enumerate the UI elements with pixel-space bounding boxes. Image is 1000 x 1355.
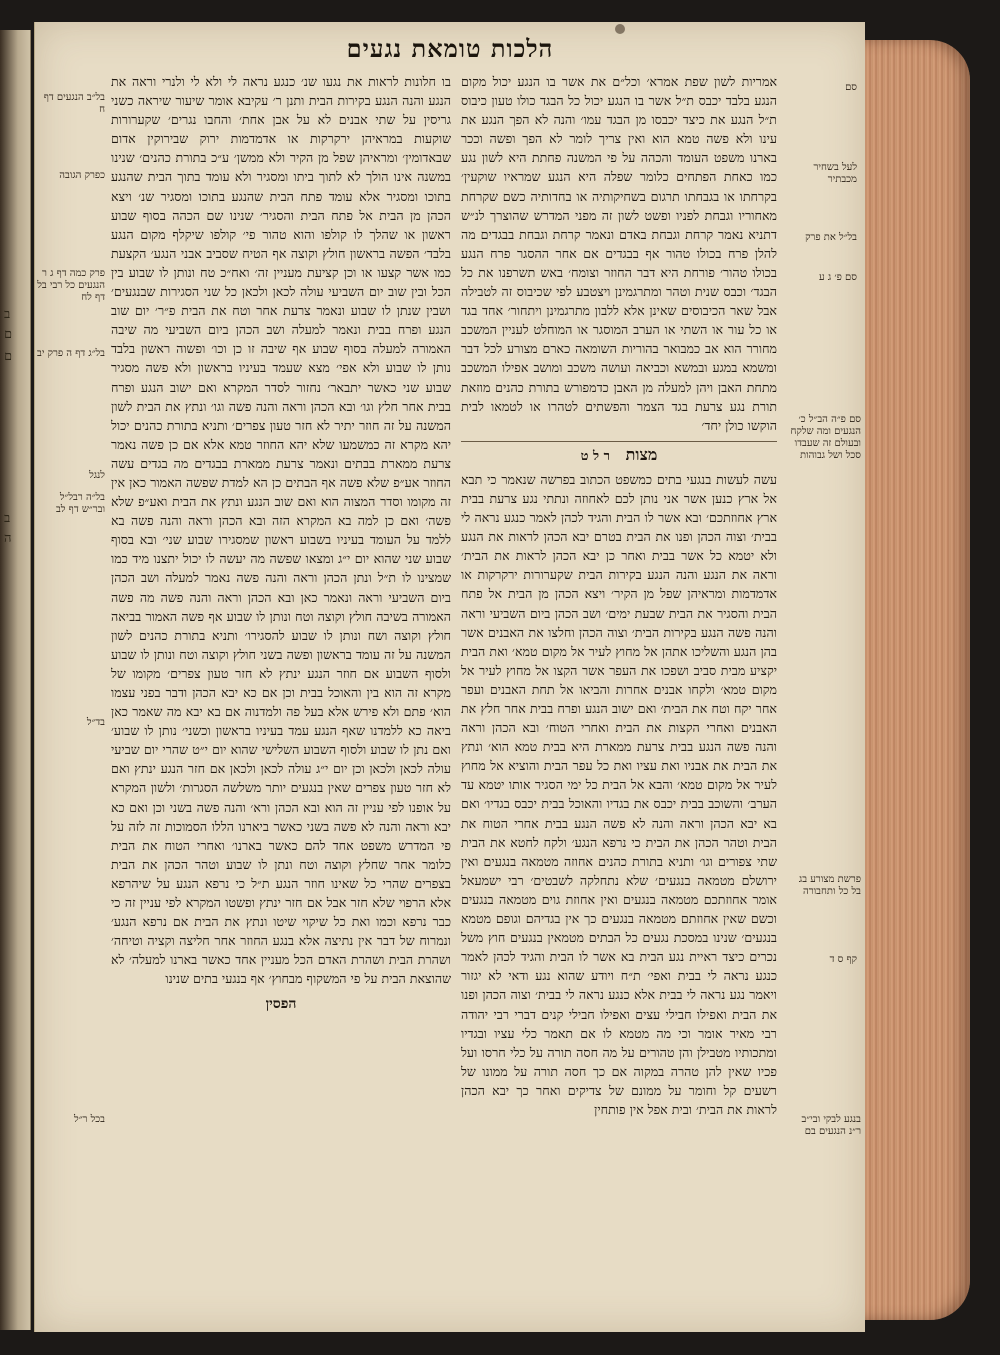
book-fore-edge	[860, 40, 970, 1320]
ink-stain	[615, 24, 625, 34]
margin-gloss: בל״ה רבל״ל ובר״ש דף לב	[55, 492, 105, 515]
margin-gloss: סם פ׳ ג ע	[819, 272, 857, 283]
margin-gloss: כפרק הגובה	[59, 170, 105, 181]
margin-gloss: קף ס ד	[829, 954, 857, 965]
right-text-column	[461, 72, 777, 1162]
margin-gloss: לנגל	[89, 470, 105, 481]
running-header: הלכות טומאת נגעים	[346, 34, 554, 63]
edge-mark: ה	[4, 531, 12, 546]
section-heading-text: מצות	[625, 444, 658, 464]
margin-gloss: בל״ל את פרק	[805, 232, 857, 243]
column-catchword: הפסין	[265, 995, 297, 1012]
margin-gloss: סם פ״ה הב״ל כ׳ הנגעים ומה שלקח ובעולם זה שעבדו סכל ושל גבוהות	[790, 414, 861, 461]
margin-gloss: בכל ר״ל	[74, 1114, 105, 1125]
previous-page-edge	[0, 30, 31, 1330]
left-text-column	[111, 72, 451, 1307]
margin-gloss: בד״ל	[86, 717, 105, 728]
section-heading	[461, 441, 777, 466]
right-column-paragraph: אמריות לשון שפת אמרא׳ וכל״ם את אשר בו הנגע יכול מקום הנגע בלבד יכבס ת״ל אשר בו הנגע יכול כל הבגד כולו טעון כיבוס ת״ל הנגע את כיצד יכבסו מן הבגד עמו׳ והנה לא הפך הנגע את עינו ולא פשה טמא הוא ואין צריך לומר לא הפך ופשה וככר בארנו משפט העומד והכהה על פי המשנה פחתת היא לשון נגע כמו כאחת הפתחים כלומר שפלה היא הנגע שמראיו שוקעין׳ בקרחתו או בגבחתו תרגום בשחיקותיה או בחדותיה כשם שקרחת מאחוריו וגבחת לפניו ופשט לשון זה מפני המדרש שהוצרך לנ״ש דתניא נאמר קרחת וגבחת באדם ונאמר קרחת וגבחת בבגדים מה להלן פרח בכולו טהור אף בבגדים אם אחר ההסגר פרח הנגע בכולו טהור׳ פורחת היא דבר החוזר וצומח׳ באש תשרפנו את כל הבגד׳ וכבס שנית וטהר ומתרגמינן ויצטבע לפי שכיבוס זה לטבילה אבל שאר הכיבוסים שאינן אלא ללבון מתרגמינן ויתחור׳ אחד בגד או כל עור או השתי או הערב המוסגר או המוחלט לעניין המשכב מחורר הוא אב כמבואר בהוריות השומאה כארם מצורע לכל דבר ומשמא במגע ובמשא וכביאה ועושה משכב ומושב אפילו המשכב מתחת האבן ויהן למעלה מן האבן כדמפורש בתורת כהנים מוזאת תורת נגע צרעת בגד הצמר והפשתים לטהרו או לטמאו לבית הוקשו כולן יחד׳	[461, 74, 777, 433]
margin-gloss: פרק כמה דף ג ר הנגעים כל רבי בל דף לח	[37, 268, 105, 303]
book-page	[34, 22, 865, 1332]
edge-mark: ב	[4, 511, 11, 526]
margin-gloss: סם	[845, 82, 857, 93]
margin-gloss: בל״ב הנגעים דף ח	[43, 92, 105, 115]
margin-gloss: בל״ג דף ה פרק יב	[37, 348, 105, 359]
margin-gloss: בנגע לבקי ובי״ב ר״נ הנגעים בם	[801, 1114, 861, 1137]
left-column-paragraph: בו חלונות לראות את נגעו שנ׳ כנגע נראה לי ולא לי ולנרי וראה את הנגע והנה הנגע בקירות הבית ותנן ר׳ עקיבא אומר שיעור שיראה כשני גריסין על שתי אבנים לא על אבן אחת׳ והחבו נגרים׳ שקערורות שוקעות במראיהן ירקרקות או אדמדמות ירוק שבירוקין אדום שבאדומין׳ ומראיהן שפל מן הקיר ולא ממשן׳ ע״כ בתורת כהנים׳ שנינו במשנה אינו הולך לא לתוך ביתו ומסגיר ולא עומד בתוך הבית שהנגע בתוכו ומסגיר אלא עומד פתח הבית שהנגע בתוכו ומסגיר שנ׳ ויצא הכהן מן הבית אל פתח הבית והסגיר׳ שנינו שם הכהה בסוף שבוע ראשון או שהלך לו קולפו והוא טהור פי׳ קולפו שיקלף מקום הנגע בלבד׳ הפשה בראשון חולץ וקוצה אף הטיח שסביב אבני הנגע׳ הקצעת כמו אשר קצעו או וכן קציעת מעניין זה׳ ואח״כ טח ונותן לו שבוע בין הכל ובין שוב יום השביעי עולה לכאן ולכאן כל שני הסגירות שבנגעים׳ ושבין שנתן לו שבוע ונאמר צרעת אחר וטח את הבית פ״ר׳ יום שוב הנגע ופרח בבית ונאמר למעלה ושב הכהן ביום השביעי מה שיבה האמורה למעלה בסוף שבוע אף שיבה זו כן וכו׳ ופשוה ראשון בלבד נותן לו שבוע ולא אפי׳ מצא שעמד בעיניו בראשון ולא פשה מסגיר שבוע שני כאשר יתבאר׳ נחזור לסדר המקרא ואם ישוב הנגע ופרח בבית אחר חלץ וגו׳ ובא הכהן וראה והנה פשה וגו׳ ונתץ את הבית לשון המשנה על זה חוזר יתיר לא חזר טעון צפרים׳ ותניא בתורת כהנים יכול יהא מקרא זה כמשמעו שלא יהא החוזר טמא אלא אם כן פשה נאמר צרעת ממארת בבתים ונאמר צרעת ממארת בבגדים מה בגדים עשה החוזר אע״פ שלא פשה אף הבתים כן הא למדת שפשה האמור כאן אין זה מקומו וסדר המצוה הוא ואם שוב הנגע ונתץ את הבית ואע״פ שלא פשה׳ ואם כן למה בא המקרא הזה ובא הכהן וראה והנה פשה בא ללמד על העומד בעיניו בשבוע ראשון שמסגירו שבוע שני׳ ובא בסוף שבוע שני שהוא יום י״ג ומצאו שפשה מה יעשה לו יכול יתצנו מיד כמו שמצינו לו ת״ל ונתן הכהן וראה והנה פשה נאמר למעלה ושב הכהן ביום השביעי וראה ונאמר כאן ובא הכהן וראה והנה פשה מה פשה האמורה בשיבה חולץ וקוצה וטח ונותן לו שבוע אף פשה האמור בביאה חולץ וקוצה ושח ונותן לו שבוע להסגירו׳ ותניא בתורת כהנים לשון המשנה על זה עומד בראשון ופשה בשני חולץ וקוצה וטח ונותן לו שבוע ולסוף השבוע אם חוזר הנגע ינתץ לא חזר טעון צפרים׳ מקומו של מקרא זה הוא בין והאוכל בבית וכן אם כא יבא הכהן ודבר בפני עצמו הוא׳ פתם ולא פירש אלא בעל פה ולמדנוה אם בא יבא מה שאמר כאן ביאה כא ללמדנו שאף הנגע עמד בעיניו בראשון וכשני׳ נותן לו שבוע׳ ואם נתן לו שבוע ולסוף השבוע השלישי שהוא יום י״ט שהרי יום שביעי עולה לכאן ולכאן וכן יום י״ג עולה לכאן ולכאן אם חזר הנגע ינתץ ואם לא חזר טעון צפרים שאין בנגעים יותר משלשה הסגרות׳ ולשון המקרא על אופנו לפי עניין זה הוא ובא הכהן ורא׳ והנה פשה בשני וכן ואם כא יבא וראה והנה לא פשה בשני כאשר ביארנו הללו הסמוכות זה לזה על פי המדרש משפט אחד להם כאשר בארנו׳ ואחרי הטוח את הבית כלומר אחר שחלץ וקוצה וטח ונתן לו שבוע וטהר הכהן את הבית בצפרים שהרי כל שאינו חוזר הנגע ת״ל כי נרפא הנגע על שיהרפא אלא הרפוי שלא חזר אבל אם חזר ינתץ ופשטו המקרא לפי עניין זה כי כבר נרפא וכמו ואת כל שיקוי שיטו ונתץ את הבית אם נרפא הנגע׳ ונמרוח של דבר אין נתיצה אלא בנגע החוזר אחר חליצה וקציה וטיחה׳ ושהרת הבית ושהרת האדם הכל מעניין אחד כאשר בארנו למעלה׳ לא שהוצאת הבית על פי המשקוף מבחוץ׳ אף בנגעי בתים שנינו	[111, 74, 451, 987]
margin-gloss: לעל בשחיר מכבתיר	[813, 162, 857, 185]
right-column-paragraph: עשה לעשות בנגעי בתים כמשפט הכתוב בפרשה שנאמר כי תבא אל ארץ כנען אשר אני נותן לכם לאחוזה ונתתי נגע צרעת בבית ארץ אחוזתכם׳ ובא אשר לו הבית והגיד לכהן לאמר כנגע נראה לי בבית׳ וצוה הכהן ופנו את הבית בטרם יבא הכהן לראות את הנגע ולא יטמא כל אשר בבית ואחר כן יבא הכהן לראות את הבית׳ וראה את הנגע והנה הנגע בקירות הבית שקערורות ירקרקות או אדמדמות ומראיהן שפל מן הקיר׳ ויצא הכהן מן הבית אל פתח הבית והסגיר את הבית שבעת ימים׳ ושב הכהן ביום השביעי וראה והנה פשה הנגע בקירות הבית׳ וצוה הכהן וחלצו את האבנים אשר בהן הנגע והשליכו אתהן אל מחוץ לעיר אל מקום טמא׳ ואת הבית יקציע מבית סביב ושפכו את העפר אשר הקצו אל מחוץ לעיר אל מקום טמא׳ ולקחו אבנים אחרות והביאו אל תחת האבנים ועפר אחר יקח וטח את הבית׳ ואם ישוב הנגע ופרח בבית אחר חלץ את האבנים ואחרי הקצות את הבית ואחרי הטוח׳ ובא הכהן וראה והנה פשה הנגע בבית צרעת ממארת היא בבית טמא הוא׳ ונתץ את הבית את אבניו ואת עציו ואת כל עפר הבית והוציא אל מחוץ לעיר אל מקום טמא׳ והבא אל הבית כל ימי הסגיר אותו יטמא עד הערב׳ והשוכב בבית יכבס את בגדיו והאוכל בבית יכבס בגדיו׳ ואם בא יבא הכהן וראה והנה לא פשה הנגע בבית אחרי הטוח את הבית וטהר הכהן את הבית כי נרפא הנגע׳ ולקח לחטא את הבית שתי צפורים וגו׳ ותניא בתורת כהנים אחוזה מטמאה בנגעים ואין ירושלם מטמאה בנגעים׳ שלא נתחלקה לשבטים׳ רבי ישמעאל אומר אחוזתכם מטמאה בנגעים ואין אחוזת גוים מטמאה בנגעים וכשם שאין אחוזתם מטמאה בנגעים כך אין בגדיהם וגופם מטמא בנגעים׳ שנינו במסכת נגעים כל הבתים מטמאין בנגעים חוץ משל נכרים כיצד ראיית נגע הבית בא אשר לו הבית והגיד לכהן לאמר כנגע נראה לי בבית ואפי׳ ת״ח ויודע שהוא נגע ודאי לא יגזור ויאמר נגע נראה לי בבית אלא כנגע נראה לי בבית׳ וצוה הכהן ופנו את הבית ואפילו חבילי עצים ואפילו חבילי קנים דברי רבי יהודה רבי מאיר אומר וכי מה מטמא לו אם תאמר כלי עציו ובגדיו ומתכותיו מטבילן והן טהורים על מה חסה תורה על כלי חרסו ועל פכיו שאין להן טהרה במקוה אם כך חסה תורה על ממונו של רשעים קל וחומר על ממונם של צדיקים ואחר כך יבא הכהן לראות את הבית׳ ובית אפל אין פותחין	[461, 471, 777, 1117]
edge-mark: ב	[4, 307, 11, 322]
section-heading-number: ר ל ט	[580, 448, 611, 464]
edge-mark: ם	[4, 349, 13, 364]
margin-gloss: פרשת מצורע בג בל כל ותחבורה	[798, 874, 861, 897]
edge-mark: ם	[4, 327, 13, 342]
